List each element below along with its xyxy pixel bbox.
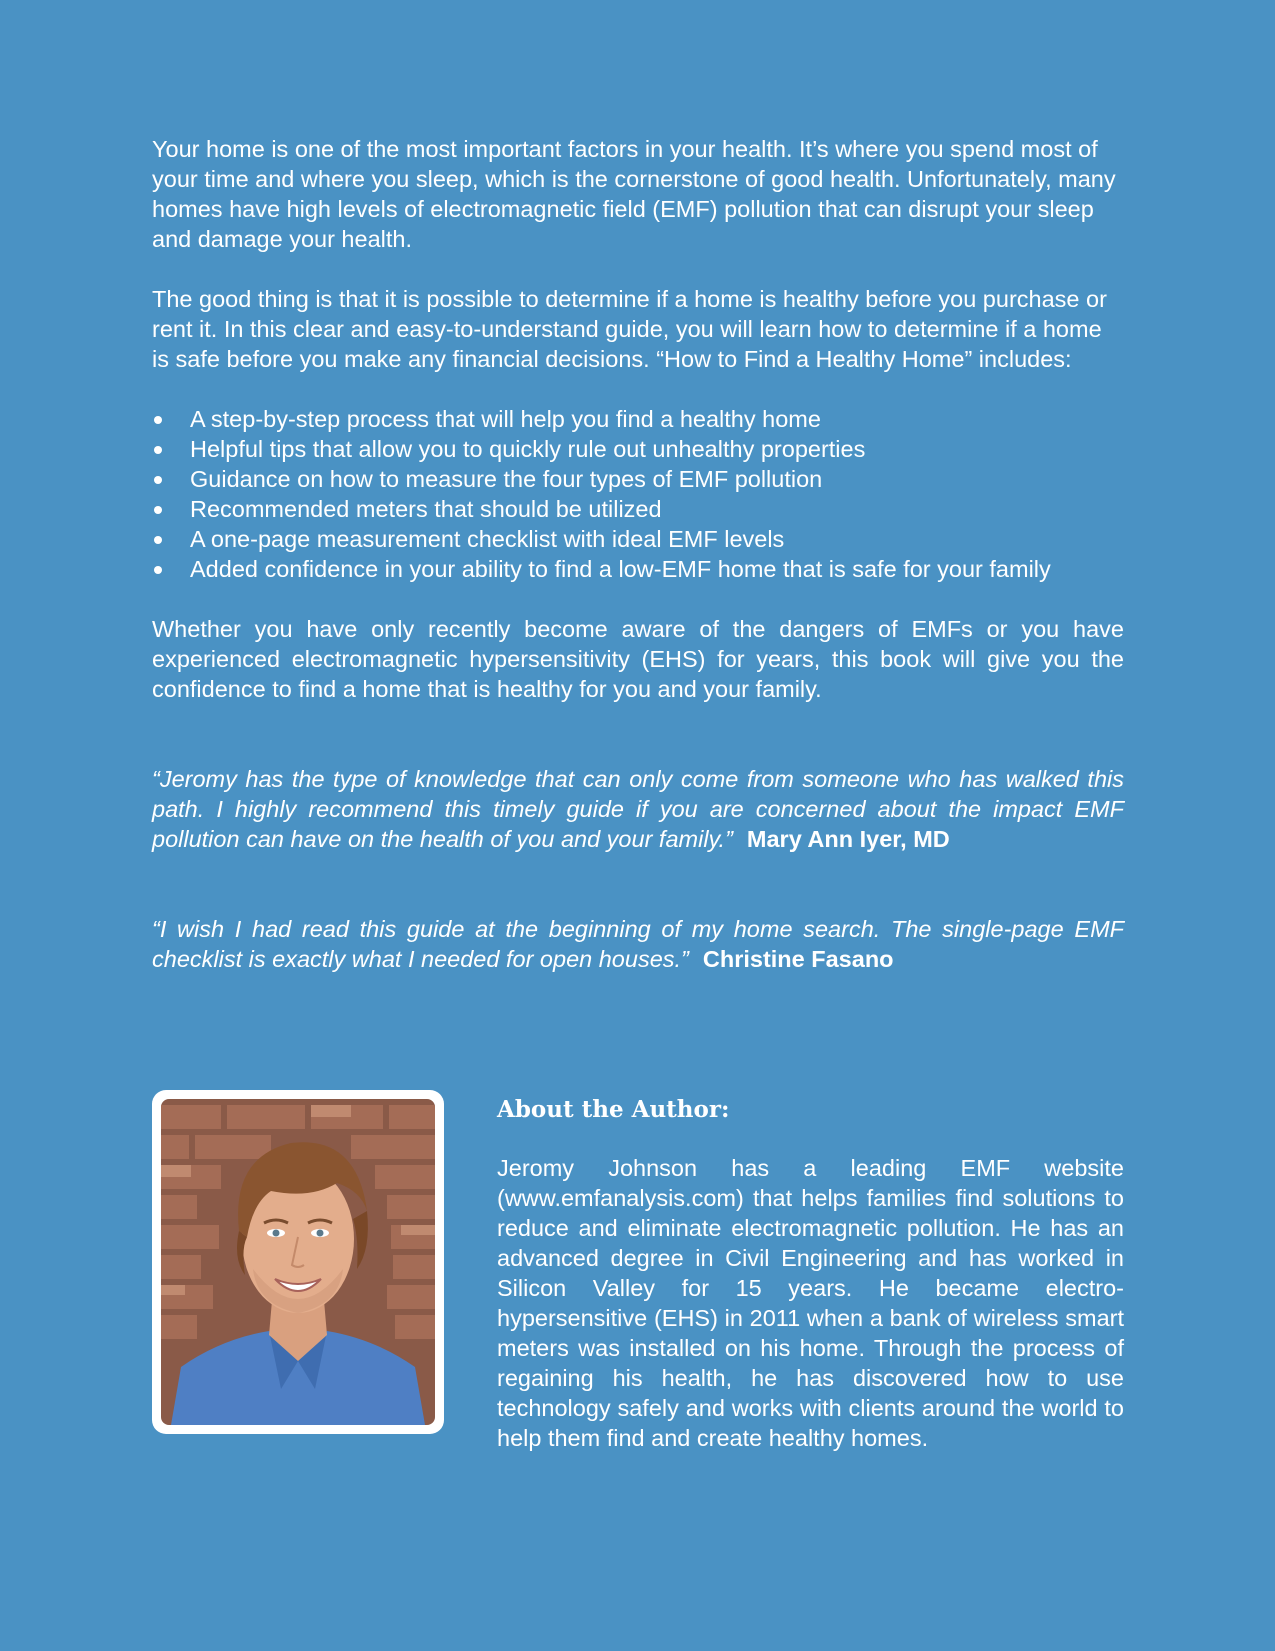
bullet-icon xyxy=(154,446,162,454)
author-photo-frame xyxy=(152,1090,444,1434)
testimonial-quote: “I wish I had read this guide at the beginning of my home search. The single-page EMF checklist is exactly what I needed for open houses.” xyxy=(152,916,1124,972)
list-item-text: A one-page measurement checklist with ideal EMF levels xyxy=(190,526,785,552)
testimonial-author: Christine Fasano xyxy=(702,946,894,972)
list-item xyxy=(152,524,1124,554)
bullet-icon xyxy=(154,416,162,424)
about-author-section xyxy=(152,1090,1124,1455)
testimonial-quote: “Jeromy has the type of knowledge that can only come from someone who has walked this path. I highly recommend this timely guide if you are concerned about the impact EMF pollution can have on the health of you and your family.” xyxy=(152,766,1124,852)
list-item xyxy=(152,554,1124,584)
bullet-icon xyxy=(154,536,162,544)
about-author xyxy=(497,1090,1124,1453)
testimonial-2 xyxy=(152,914,1124,974)
about-author-bio: Jeromy Johnson has a leading EMF website (www.emfanalysis.com) that helps families find solutions to reduce and eliminate electromagnetic pollution. He has an advanced degree in Civil Engineering and has worked in Silicon Valley for 15 years. He became electro-hypersensitive (EHS) in 2011 when a bank of wireless smart meters was installed on his home. Through the process of regaining his health, he has discovered how to use technology safely and works with clients around the world to help them find and create healthy homes. xyxy=(497,1155,1124,1451)
list-item-text: Guidance on how to measure the four types of EMF pollution xyxy=(190,466,823,492)
list-item-text: Added confidence in your ability to find a low-EMF home that is safe for your family xyxy=(190,556,1051,582)
bullet-icon xyxy=(154,476,162,484)
back-cover-content xyxy=(152,134,1124,974)
list-item-text: Recommended meters that should be utilized xyxy=(190,496,662,522)
about-author-heading: About the Author: xyxy=(497,1096,730,1123)
list-item xyxy=(152,434,1124,464)
bullet-icon xyxy=(154,506,162,514)
testimonial-author: Mary Ann Iyer, MD xyxy=(746,826,950,852)
intro-paragraph-2: The good thing is that it is possible to determine if a home is healthy before you purchase or rent it. In this clear and easy-to-understand guide, you will learn how to determine if a home is safe before you make any financial decisions. “How to Find a Healthy Home” includes: xyxy=(152,286,1107,372)
features-list xyxy=(152,404,1124,584)
author-photo xyxy=(161,1099,435,1425)
list-item-text: A step-by-step process that will help you find a healthy home xyxy=(190,406,821,432)
list-item xyxy=(152,404,1124,434)
testimonial-1 xyxy=(152,764,1124,854)
list-item xyxy=(152,464,1124,494)
list-item xyxy=(152,494,1124,524)
bullet-icon xyxy=(154,566,162,574)
list-item-text: Helpful tips that allow you to quickly rule out unhealthy properties xyxy=(190,436,866,462)
intro-paragraph-1: Your home is one of the most important factors in your health. It’s where you spend most of your time and where you sleep, which is the cornerstone of good health. Unfortunately, many homes have high levels of electromagnetic field (EMF) pollution that can disrupt your sleep and damage your health. xyxy=(152,136,1116,252)
closing-paragraph: Whether you have only recently become aware of the dangers of EMFs or you have experienced electromagnetic hypersensitivity (EHS) for years, this book will give you the confidence to find a home that is healthy for you and your family. xyxy=(152,616,1124,702)
